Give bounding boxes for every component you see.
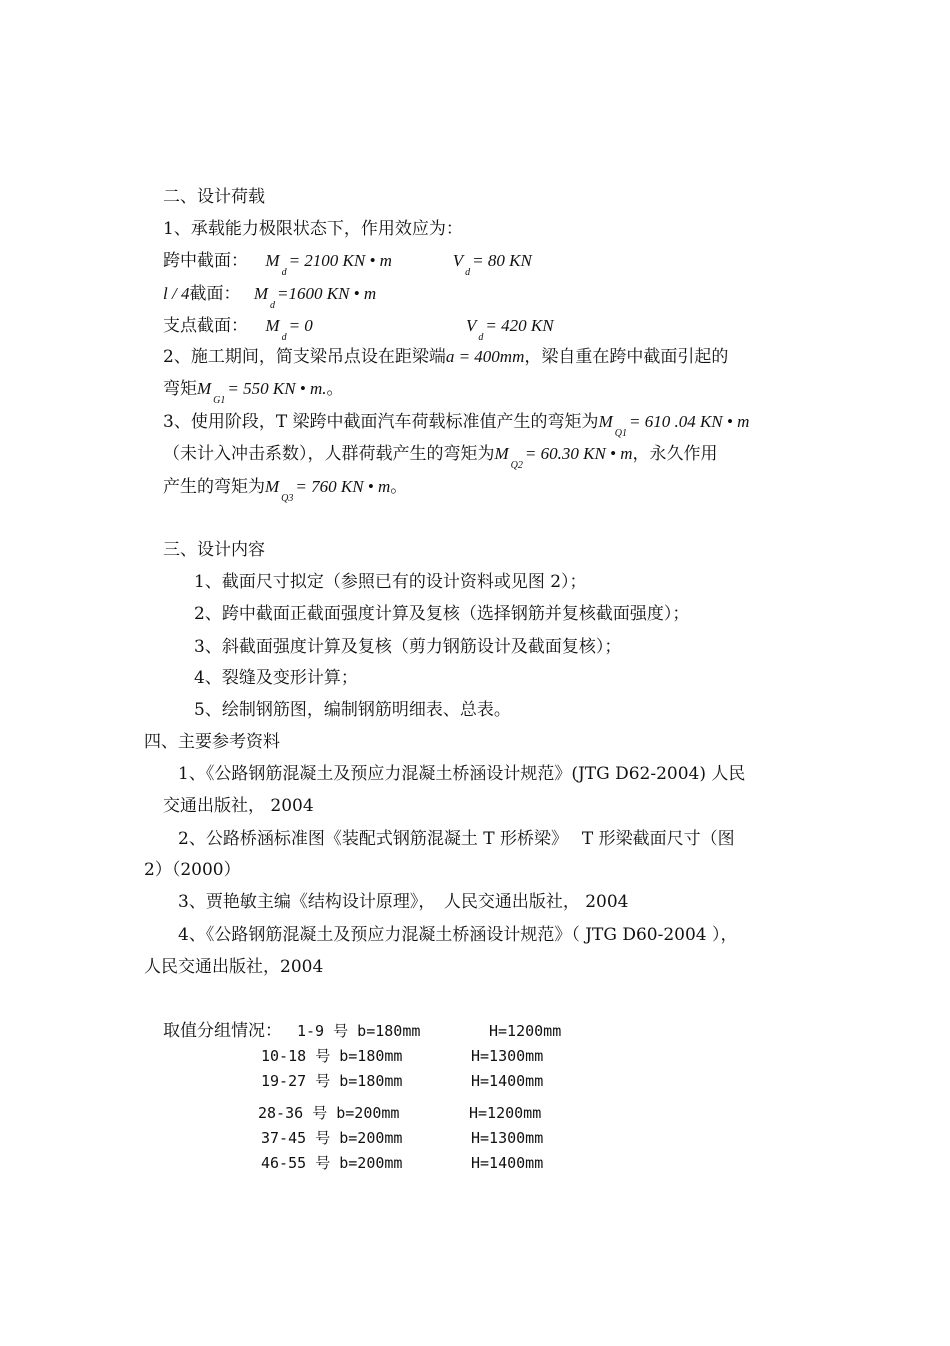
group-b: b=180mm xyxy=(339,1072,403,1090)
permanent-moment-symbol: M xyxy=(265,477,280,496)
vehicle-moment-sub: Q1 xyxy=(614,428,627,439)
section4-title: 四、主要参考资料 xyxy=(144,732,280,752)
reference-1-line1: 1、《公路钢筋混凝土及预应力混凝土桥涵设计规范》(JTG D62-2004) 人民 xyxy=(178,764,746,784)
design-item-4: 4、裂缝及变形计算； xyxy=(194,668,358,688)
load-item1-heading: 1、承载能力极限状态下，作用效应为： xyxy=(163,219,463,239)
vehicle-moment-value: = 610 .04 KN • m xyxy=(628,412,750,431)
load-item2-text-a: 2、施工期间，简支梁吊点设在距梁端 xyxy=(163,347,446,367)
group-b: b=200mm xyxy=(339,1129,403,1147)
lift-point-distance: a = 400mm xyxy=(445,347,525,366)
support-label: 支点截面： xyxy=(163,316,248,336)
group-range: 1-9 xyxy=(297,1022,325,1040)
self-weight-moment-sub: G1 xyxy=(213,395,226,406)
permanent-moment-sub: Q3 xyxy=(281,493,294,504)
self-weight-moment-value: = 550 KN • m. xyxy=(227,379,327,398)
group-hao: 号 xyxy=(312,1104,328,1122)
design-item-2: 2、跨中截面正截面强度计算及复核（选择钢筋并复核截面强度）； xyxy=(194,604,690,624)
crowd-moment-symbol: M xyxy=(494,444,509,463)
support-shear-sub: d xyxy=(478,332,484,343)
design-item-1: 1、截面尺寸拟定（参照已有的设计资料或见图 2）； xyxy=(194,572,587,592)
midspan-line xyxy=(163,250,532,278)
midspan-moment-value: = 2100 KN • m xyxy=(288,251,392,270)
support-moment-value: = 0 xyxy=(288,316,313,335)
load-item3-line2 xyxy=(163,443,718,471)
reference-3: 3、贾艳敏主编《结构设计原理》， 人民交通出版社， 2004 xyxy=(178,892,629,912)
support-shear-value: = 420 KN xyxy=(485,316,554,335)
vehicle-moment-symbol: M xyxy=(598,412,613,431)
section2-title: 二、设计荷载 xyxy=(163,187,265,207)
permanent-moment-value: = 760 KN • m xyxy=(295,477,391,496)
group-h: H=1300mm xyxy=(471,1129,544,1147)
crowd-moment-value: = 60.30 KN • m xyxy=(524,444,633,463)
group-range: 46-55 xyxy=(261,1154,307,1172)
support-moment-sub: d xyxy=(281,332,287,343)
group-hao: 号 xyxy=(315,1047,331,1065)
quarter-label-math: l / 4 xyxy=(163,284,190,303)
group-row xyxy=(261,1045,402,1067)
group-row xyxy=(258,1102,399,1124)
self-weight-moment-symbol: M xyxy=(197,379,212,398)
load-item3-text-c: ，永久作用 xyxy=(632,444,718,464)
reference-4-line1: 4、《公路钢筋混凝土及预应力混凝土桥涵设计规范》（ JTG D60-2004 ）， xyxy=(178,925,738,945)
support-shear xyxy=(466,315,554,343)
midspan-shear-symbol: V xyxy=(452,251,464,270)
group-h: H=1300mm xyxy=(471,1047,544,1065)
design-item-3: 3、斜截面强度计算及复核（剪力钢筋设计及截面复核）； xyxy=(194,637,622,657)
load-item3-end: 。 xyxy=(390,477,408,497)
group-row xyxy=(261,1127,402,1149)
reference-1-line2: 交通出版社， 2004 xyxy=(163,796,314,816)
support-moment-symbol: M xyxy=(265,316,280,335)
midspan-shear-value: = 80 KN xyxy=(472,251,532,270)
reference-4-line2: 人民交通出版社，2004 xyxy=(144,957,324,977)
midspan-moment-symbol: M xyxy=(265,251,280,270)
group-b: b=180mm xyxy=(339,1047,403,1065)
quarter-moment-symbol: M xyxy=(253,284,269,303)
group-range: 28-36 xyxy=(258,1104,304,1122)
group-h: H=1400mm xyxy=(471,1154,544,1172)
load-item3-line1 xyxy=(163,411,750,439)
quarter-moment-sub: d xyxy=(270,300,276,311)
group-h: H=1200mm xyxy=(469,1104,542,1122)
group-range: 19-27 xyxy=(261,1072,307,1090)
quarter-line xyxy=(163,283,377,311)
group-h: H=1400mm xyxy=(471,1072,544,1090)
quarter-moment-value: =1600 KN • m xyxy=(277,284,377,303)
group-b: b=200mm xyxy=(336,1104,400,1122)
load-item2-text-c: 弯矩 xyxy=(163,379,197,399)
load-item2-end: 。 xyxy=(326,379,344,399)
load-item2-text-b: ，梁自重在跨中截面引起的 xyxy=(524,347,729,367)
group-row xyxy=(261,1070,402,1092)
load-item3-text-a: 3、使用阶段，T 梁跨中截面汽车荷载标准值产生的弯矩为 xyxy=(163,412,599,432)
support-line xyxy=(163,315,313,343)
section3-title: 三、设计内容 xyxy=(163,540,265,560)
load-item3-line3 xyxy=(163,476,408,504)
group-h: H=1200mm xyxy=(489,1022,562,1040)
group-b: b=200mm xyxy=(339,1154,403,1172)
quarter-label: 截面： xyxy=(189,284,241,304)
group-range: 10-18 xyxy=(261,1047,307,1065)
load-item3-text-b: （未计入冲击系数），人群荷载产生的弯矩为 xyxy=(163,444,495,464)
group-b: b=180mm xyxy=(357,1022,421,1040)
group-hao: 号 xyxy=(315,1154,331,1172)
group-row xyxy=(297,1020,420,1042)
reference-2-line1: 2、公路桥涵标准图《装配式钢筋混凝土 T 形桥梁》 T 形梁截面尺寸（图 xyxy=(178,829,735,849)
group-hao: 号 xyxy=(333,1022,349,1040)
groups-label: 取值分组情况： xyxy=(163,1021,282,1041)
group-hao: 号 xyxy=(315,1072,331,1090)
group-row xyxy=(261,1152,402,1174)
load-item3-text-d: 产生的弯矩为 xyxy=(163,477,265,497)
crowd-moment-sub: Q2 xyxy=(510,460,523,471)
support-shear-symbol: V xyxy=(466,316,477,335)
midspan-label: 跨中截面： xyxy=(163,251,248,271)
group-range: 37-45 xyxy=(261,1129,307,1147)
reference-2-line2: 2）（2000） xyxy=(144,860,241,880)
design-item-5: 5、绘制钢筋图，编制钢筋明细表、总表。 xyxy=(194,700,511,720)
load-item2-line1 xyxy=(163,346,728,368)
midspan-moment-sub: d xyxy=(281,267,287,278)
midspan-shear-sub: d xyxy=(465,267,471,278)
load-item2-line2 xyxy=(163,378,344,406)
group-hao: 号 xyxy=(315,1129,331,1147)
